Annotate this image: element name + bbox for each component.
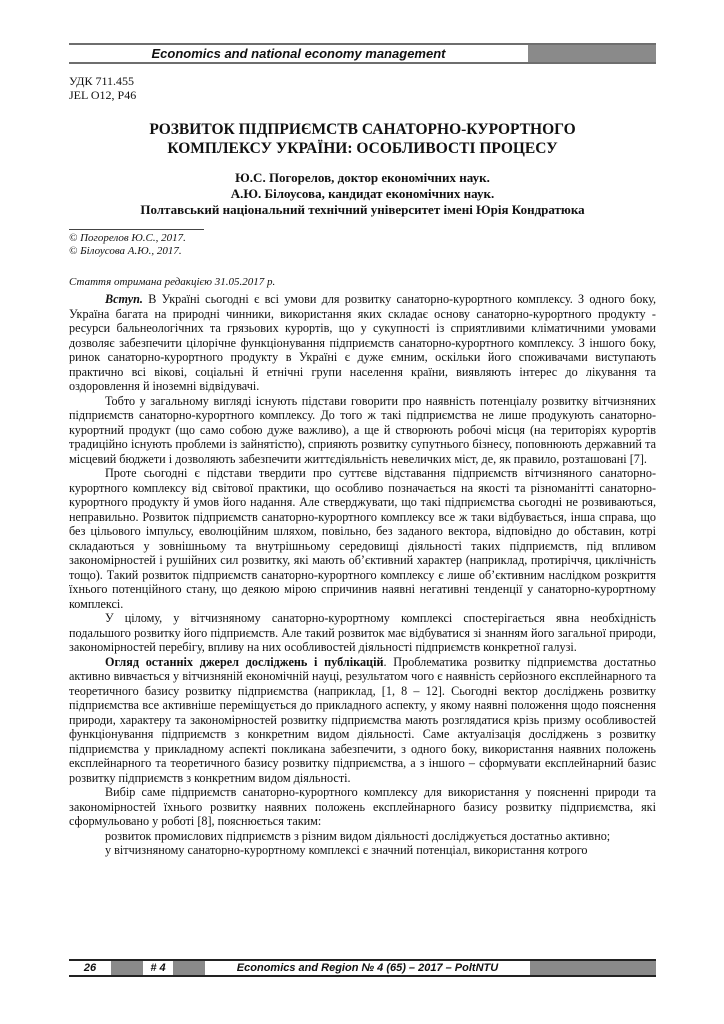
intro-text: В Україні сьогодні є всі умови для розвитку санаторно-курортного комплексу. З одного боку, Україна багата на природні чинники, використання яких складає основу санаторно-курортного продукту - ресурси бальнеологічних та грязьових курортів, що у сукупності із сприятливими кліматичними умовами дозволяє забезпечити цілорічне функціонування підприємств санаторно-курортного комплексу. З іншого боку, ринок санаторно-курортного продукту в Україні є дуже ємним, оскільки його споживачами виступають практично всі вікові, соціальні й етнічні групи населення країни, виявляють інтерес до лікування та оздоровлення й іноземні відвідувачі. bbox=[69, 292, 656, 393]
footer-gray-block bbox=[111, 961, 143, 975]
footer-gray-block bbox=[530, 961, 656, 975]
copyright-line-1: © Погорелов Ю.С., 2017. bbox=[69, 232, 186, 244]
paragraph: Вибір саме підприємств санаторно-курортного комплексу для використання у поясненні природи та закономірностей їхнього розвитку наявних положень експлейнарного базису розвитку підприємства, які сформульовано у роботі [8], пояснюється таким: bbox=[69, 785, 656, 828]
paragraph-literature-review bbox=[69, 655, 656, 786]
author-1: Ю.С. Погорелов, доктор економічних наук. bbox=[235, 170, 490, 185]
authors-block bbox=[69, 170, 656, 218]
running-header bbox=[69, 43, 656, 64]
jel-code: JEL O12, P46 bbox=[69, 88, 137, 102]
paragraph-introduction bbox=[69, 292, 656, 394]
copyright-line-2: © Білоусова А.Ю., 2017. bbox=[69, 245, 182, 257]
article-body bbox=[69, 292, 656, 858]
udc-code: УДК 711.455 bbox=[69, 74, 135, 88]
paragraph: розвиток промислових підприємств з різним видом діяльності досліджується достатньо активно; bbox=[105, 828, 611, 843]
paragraph: у вітчизняному санаторно-курортному комплексі є значний потенціал, використання котрого bbox=[105, 843, 588, 857]
article-title bbox=[69, 120, 656, 158]
section-title: Economics and national economy management bbox=[151, 46, 446, 61]
running-footer bbox=[69, 959, 656, 977]
page-number: 26 bbox=[83, 962, 97, 974]
intro-heading: Вступ. bbox=[105, 292, 143, 306]
footnote-rule bbox=[69, 229, 204, 230]
literature-review-text: . Проблематика розвитку підприємства достатньо активно вивчається у вітчизняній економічній науці, результатом чого є наявність серйозного експлейнарного та теоретичного базису розвитку підприємства (наприклад, [1, 8 – 12]. Сьогодні вектор досліджень розвитку підприємства все активніше переміщується до прикладного аспекту, у якому наявні положення щодо пояснення природи, характеру та закономірностей розвитку підприємства мають розглядатися крізь призму особливостей функціонування підприємств з конкретним видом діяльності. Саме актуалізація досліджень з розвитку підприємства у прикладному аспекті покликана забезпечити, з одного боку, використання наявних положень експлейнарного та теоретичного базису розвитку підприємства, а з іншого – сформувати експлейнарний базис розвитку підприємств з конкретним видом діяльності. bbox=[69, 654, 657, 785]
affiliation: Полтавський національний технічний університет імені Юрія Кондратюка bbox=[140, 202, 585, 217]
title-line-2: КОМПЛЕКСУ УКРАЇНИ: ОСОБЛИВОСТІ ПРОЦЕСУ bbox=[167, 140, 558, 157]
copyright-block bbox=[69, 229, 204, 258]
paragraph: Тобто у загальному вигляді існують підстави говорити про наявність потенціалу розвитку вітчизняних підприємств санаторно-курортного комплексу. До того ж такі підприємства не лише продукують санаторно-курортний продукт (що само собою дуже важливо), а ще й створюють робочі місця (на територіях курортів традиційно існують проблеми із зайнятістю), сприяють розвитку супутнього бізнесу, поповнюють державний та місцевий бюджети і дозволяють забезпечити життєдіяльність невеличких міст, де, як правило, розташовані [7]. bbox=[69, 393, 656, 466]
header-gray-block bbox=[528, 45, 656, 62]
classification-codes bbox=[69, 74, 136, 102]
author-2: А.Ю. Білоусова, кандидат економічних наук. bbox=[230, 186, 495, 201]
issue-number: # 4 bbox=[150, 962, 166, 974]
paragraph: У цілому, у вітчизняному санаторно-курортному комплексі спостерігається явна необхідність подальшого розвитку його підприємств. Але такий розвиток має відбуватися зі знанням його загальної природи, закономірностей перебігу, впливу на них особливостей діяльності підприємств конкретної галузі. bbox=[69, 611, 656, 654]
received-date: Стаття отримана редакцією 31.05.2017 р. bbox=[69, 276, 276, 288]
title-line-1: РОЗВИТОК ПІДПРИЄМСТВ САНАТОРНО-КУРОРТНОГО bbox=[149, 121, 576, 138]
footer-gray-block bbox=[173, 961, 205, 975]
paragraph: Проте сьогодні є підстави твердити про суттєве відставання підприємств вітчизняного санаторно-курортного комплексу від світової практики, що особливо позначається на якості та різноманітті санаторно-курортного продукту й умов його надання. Але стверджувати, що такі підприємства сьогодні не розвиваються, неправильно. Розвиток підприємств санаторно-курортного комплексу все ж таки відбувається, інша справа, що без цільового імпульсу, еволюційним шляхом, повільно, без заданого вектора, відповідно до обставин, котрі складаються у зовнішньому та внутрішньому середовищі діяльності таких підприємств, під впливом закономірностей і рушійних сил розвитку, які мають об’єктивний характер (наприклад, протиріччя, циклічність тощо). Такий розвиток підприємств санаторно-курортного комплексу є лише об’єктивним наслідком розкриття їхнього потенційного стану, що деякою мірою спричинив наявні негативні тенденції у санаторно-курортному комплексі. bbox=[69, 466, 656, 611]
literature-review-heading: Огляд останніх джерел досліджень і публікацій bbox=[105, 654, 384, 669]
journal-name: Economics and Region № 4 (65) – 2017 – PoltNTU bbox=[236, 962, 499, 974]
